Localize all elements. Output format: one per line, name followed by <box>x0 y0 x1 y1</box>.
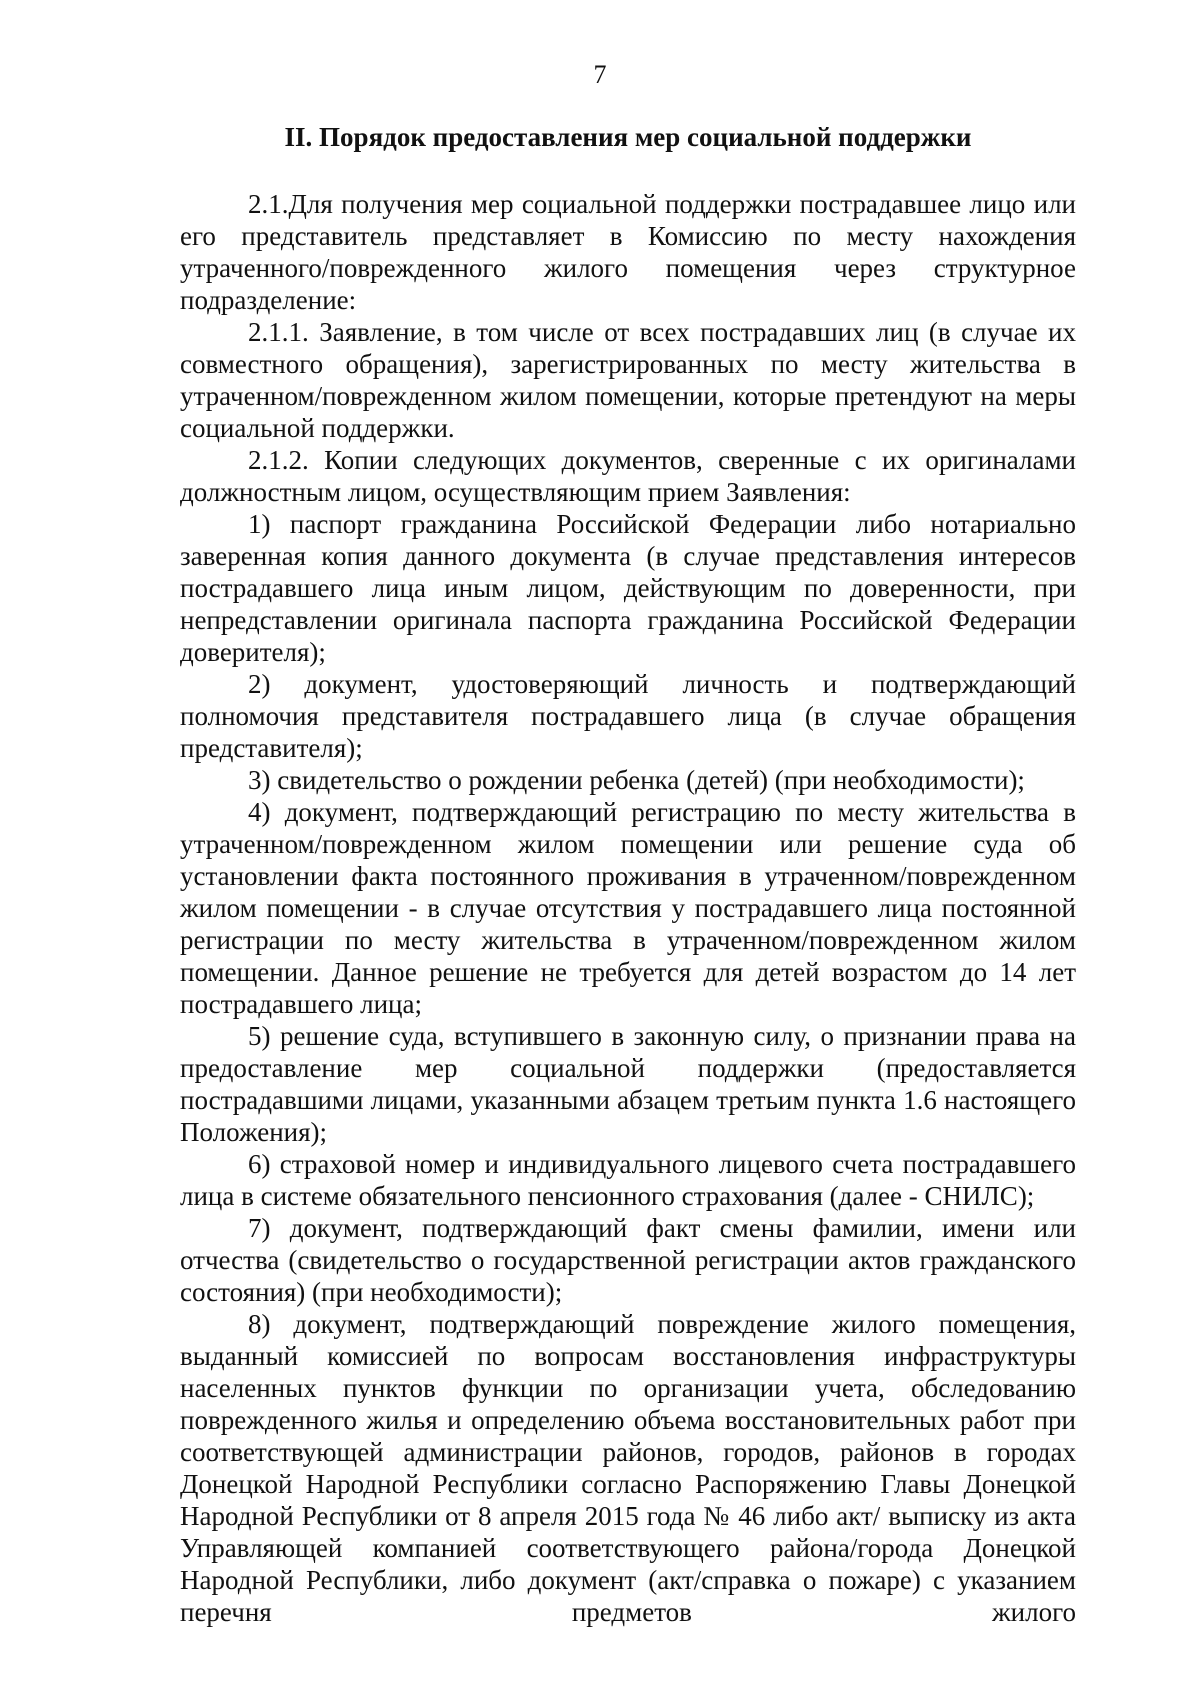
list-item-6: 6) страховой номер и индивидуального лицевого счета пострадавшего лица в системе обязательного пенсионного страхования (далее - СНИЛС); <box>180 1149 1076 1211</box>
paragraph-2-1-2: 2.1.2. Копии следующих документов, сверенные с их оригиналами должностным лицом, осуществляющим прием Заявления: <box>180 445 1076 507</box>
list-item-3: 3) свидетельство о рождении ребенка (детей) (при необходимости); <box>248 765 1025 795</box>
list-item-5: 5) решение суда, вступившего в законную силу, о признании права на предоставление мер социальной поддержки (предоставляется пострадавшими лицами, указанными абзацем третьим пункта 1.6 настоящего Положения); <box>180 1021 1076 1147</box>
document-body <box>180 188 1076 1628</box>
list-item-2: 2) документ, удостоверяющий личность и подтверждающий полномочия представителя пострадавшего лица (в случае обращения представителя); <box>180 669 1076 763</box>
list-item-7: 7) документ, подтверждающий факт смены фамилии, имени или отчества (свидетельство о государственной регистрации актов гражданского состояния) (при необходимости); <box>180 1213 1076 1307</box>
section-title: II. Порядок предоставления мер социальной поддержки <box>284 122 972 152</box>
list-item-4: 4) документ, подтверждающий регистрацию по месту жительства в утраченном/поврежденном жилом помещении или решение суда об установлении факта постоянного проживания в утраченном/поврежденном жилом помещении - в случае отсутствия у пострадавшего лица постоянной регистрации по месту жительства в утраченном/поврежденном жилом помещении. Данное решение не требуется для детей возрастом до 14 лет пострадавшего лица; <box>180 797 1076 1019</box>
paragraph-2-1: 2.1.Для получения мер социальной поддержки пострадавшее лицо или его представитель представляет в Комиссию по месту нахождения утраченного/поврежденного жилого помещения через структурное подразделение: <box>180 189 1076 315</box>
list-item-8: 8) документ, подтверждающий повреждение жилого помещения, выданный комиссией по вопросам восстановления инфраструктуры населенных пунктов функции по организации учета, обследованию поврежденного жилья и определению объема восстановительных работ при соответствующей администрации районов, городов, районов в городах Донецкой Народной Республики согласно Распоряжению Главы Донецкой Народной Республики от 8 апреля 2015 года № 46 либо акт/ выписку из акта Управляющей компанией соответствующего района/города Донецкой Народной Республики, либо документ (акт/справка о пожаре) с указанием перечня предметов жилого <box>180 1309 1076 1627</box>
page-number: 7 <box>593 60 607 89</box>
paragraph-2-1-1: 2.1.1. Заявление, в том числе от всех пострадавших лиц (в случае их совместного обращения), зарегистрированных по месту жительства в утраченном/поврежденном жилом помещении, которые претендуют на меры социальной поддержки. <box>180 317 1076 443</box>
list-item-1: 1) паспорт гражданина Российской Федерации либо нотариально заверенная копия данного документа (в случае представления интересов пострадавшего лица иным лицом, действующим по доверенности, при непредставлении оригинала паспорта гражданина Российской Федерации доверителя); <box>180 509 1076 667</box>
